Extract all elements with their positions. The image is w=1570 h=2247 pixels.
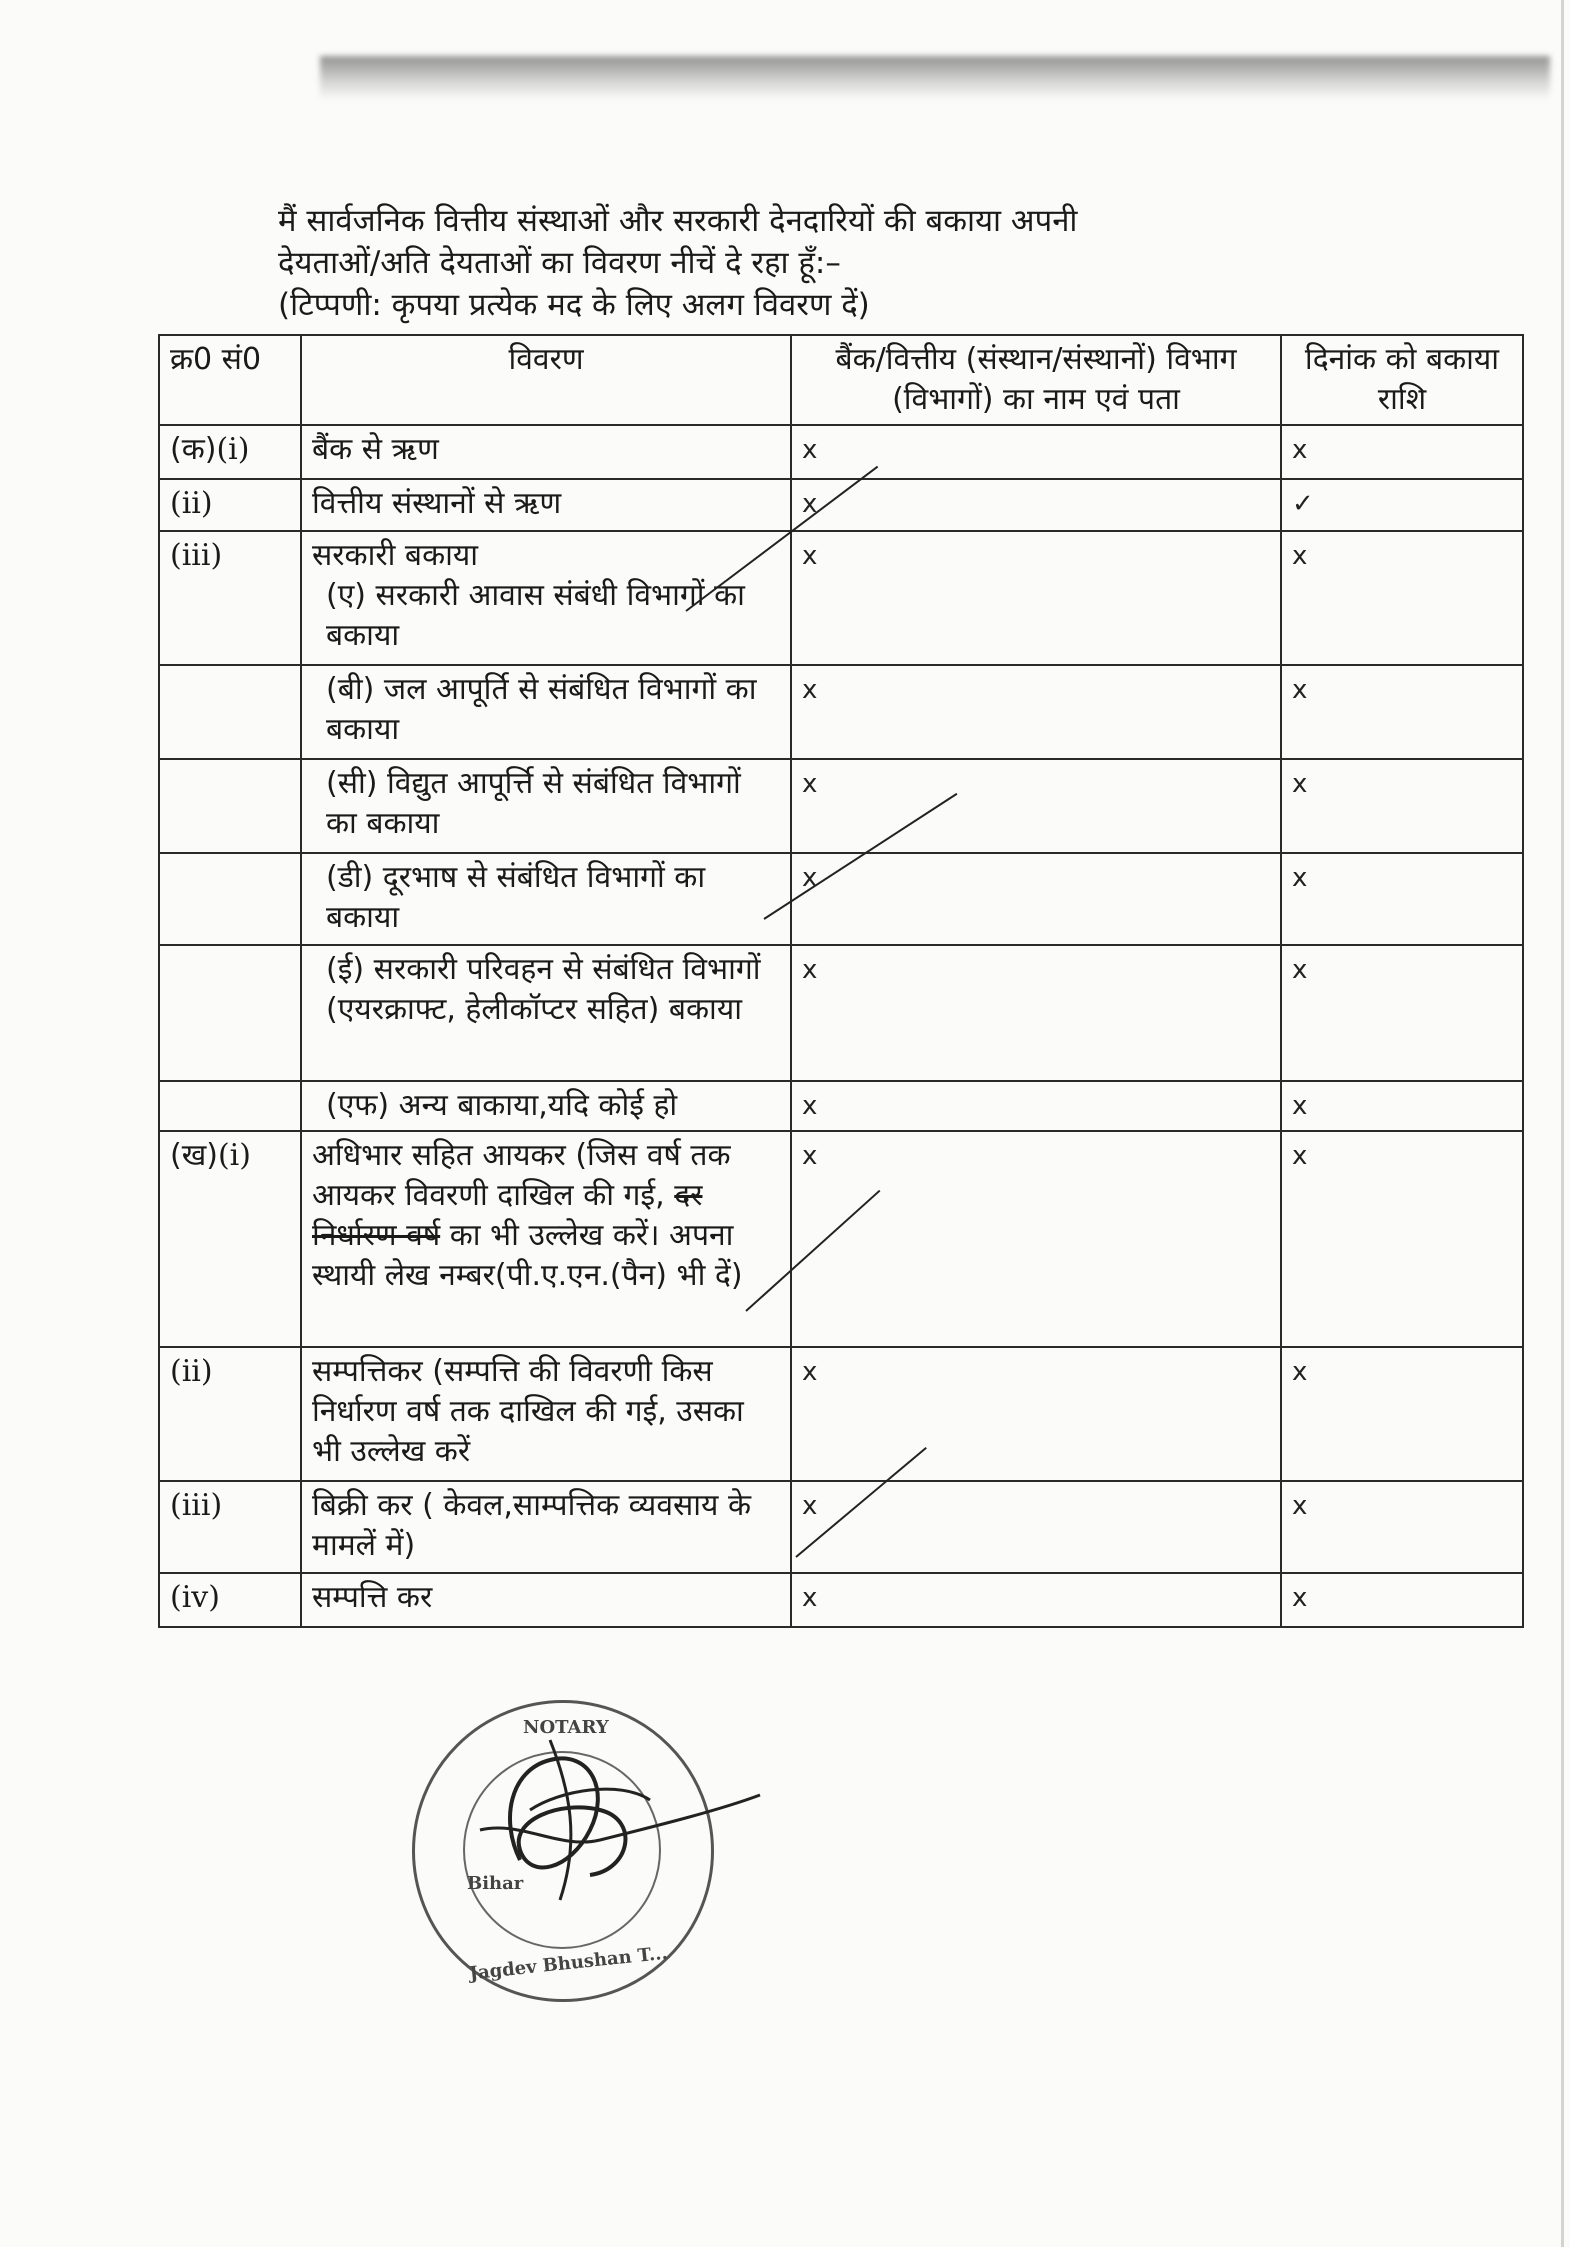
row-description: (ई) सरकारी परिवहन से संबंधित विभागों (एयरक्राफ्ट, हेलीकॉप्टर सहित) बकाया <box>301 945 791 1081</box>
row-description: सम्पत्ति कर <box>301 1573 791 1627</box>
row-section: (ख) <box>170 1138 218 1173</box>
row-bank-mark: x <box>791 479 1281 531</box>
row-amount-mark: x <box>1281 531 1523 665</box>
row-bank-mark: x <box>791 759 1281 853</box>
page-edge <box>1561 0 1564 2247</box>
table-row <box>159 479 1523 531</box>
row-amount-mark: x <box>1281 1481 1523 1573</box>
row-description-detail: (ए) सरकारी आवास संबंधी विभागों का बकाया <box>326 578 745 653</box>
row-description-part: का भी उल्लेख करें। अपना स्थायी लेख नम्बर(पी.ए.एन.(पैन) भी दें) <box>312 1218 743 1293</box>
table-row <box>159 945 1523 1081</box>
header-outstanding-amount: दिनांक को बकाया राशि <box>1281 335 1523 425</box>
row-description: बिक्री कर ( केवल,साम्पत्तिक व्यवसाय के मामलें में) <box>301 1481 791 1573</box>
table-header-row <box>159 335 1523 425</box>
row-section: (क) <box>170 432 217 467</box>
intro-note: (टिप्पणी: कृपया प्रत्येक मद के लिए अलग विवरण दें) <box>278 287 870 323</box>
row-bank-mark: x <box>791 665 1281 759</box>
header-serial: क्र0 सं0 <box>159 335 301 425</box>
row-description: बैंक से ऋण <box>301 425 791 479</box>
row-bank-mark: x <box>791 1347 1281 1481</box>
row-bank-mark: x <box>791 531 1281 665</box>
row-amount-mark: x <box>1281 1347 1523 1481</box>
row-bank-mark: x <box>791 1081 1281 1131</box>
table-row <box>159 531 1523 665</box>
row-number: (ii) <box>159 479 301 531</box>
scan-shadow <box>320 56 1550 100</box>
row-description: सम्पत्तिकर (सम्पत्ति की विवरणी किस निर्धारण वर्ष तक दाखिल की गई, उसका भी उल्लेख करें <box>301 1347 791 1481</box>
row-amount-mark: x <box>1281 853 1523 945</box>
row-bank-mark: x <box>791 945 1281 1081</box>
row-description: (सी) विद्युत आपूर्त्ति से संबंधित विभागों का बकाया <box>301 759 791 853</box>
row-description: वित्तीय संस्थानों से ऋण <box>301 479 791 531</box>
table-row <box>159 665 1523 759</box>
row-number <box>159 945 301 1081</box>
stamp-bottom-text: Jagdev Bhushan T... <box>468 1942 669 1985</box>
row-number <box>159 425 301 479</box>
intro-line-1: मैं सार्वजनिक वित्तीय संस्थाओं और सरकारी देनदारियों की बकाया अपनी <box>278 203 1078 239</box>
table-row <box>159 1573 1523 1627</box>
row-amount-mark: x <box>1281 425 1523 479</box>
row-bank-mark: x <box>791 425 1281 479</box>
row-description: (बी) जल आपूर्ति से संबंधित विभागों का बकाया <box>301 665 791 759</box>
table-row <box>159 1347 1523 1481</box>
table-row <box>159 759 1523 853</box>
row-amount-mark: x <box>1281 759 1523 853</box>
row-amount-mark: x <box>1281 1573 1523 1627</box>
table-row <box>159 1131 1523 1347</box>
row-bank-mark: x <box>791 1573 1281 1627</box>
row-number: (iii) <box>159 531 301 665</box>
row-number: (ii) <box>159 1347 301 1481</box>
row-bank-mark: x <box>791 1131 1281 1347</box>
row-amount-mark: x <box>1281 665 1523 759</box>
row-amount-mark: x <box>1281 945 1523 1081</box>
row-number <box>159 665 301 759</box>
row-number: (iv) <box>159 1573 301 1627</box>
row-number <box>159 1131 301 1347</box>
row-bank-mark: x <box>791 853 1281 945</box>
row-amount-mark: ✓ <box>1281 479 1523 531</box>
table-row <box>159 1081 1523 1131</box>
table-row <box>159 425 1523 479</box>
row-description-struck: दर निर्धारण वर्ष <box>312 1178 703 1253</box>
header-bank-name-address: बैंक/वित्तीय (संस्थान/संस्थानों) विभाग (विभागों) का नाम एवं पता <box>791 335 1281 425</box>
liabilities-table <box>158 334 1524 1628</box>
row-description-heading: सरकारी बकाया <box>312 538 479 573</box>
intro-paragraph <box>278 200 1338 326</box>
row-description: (एफ) अन्य बाकाया,यदि कोई हो <box>301 1081 791 1131</box>
row-number <box>159 853 301 945</box>
row-number: (iii) <box>159 1481 301 1573</box>
row-description <box>301 531 791 665</box>
stamp-left-text: Bihar <box>467 1873 524 1894</box>
table-row <box>159 1481 1523 1573</box>
row-description <box>301 1131 791 1347</box>
row-subnumber: (i) <box>217 1138 251 1173</box>
row-number <box>159 759 301 853</box>
stamp-top-text: NOTARY <box>523 1717 609 1738</box>
row-description-part: अधिभार सहित आयकर (जिस वर्ष तक आयकर विवरणी दाखिल की गई, <box>312 1138 731 1213</box>
notary-signature <box>440 1700 780 1960</box>
row-description: (डी) दूरभाष से संबंधित विभागों का बकाया <box>301 853 791 945</box>
header-description: विवरण <box>301 335 791 425</box>
row-number <box>159 1081 301 1131</box>
intro-line-2: देयताओं/अति देयताओं का विवरण नीचें दे रहा हूँ:– <box>278 245 841 281</box>
row-subnumber: (i) <box>216 432 250 467</box>
row-bank-mark: x <box>791 1481 1281 1573</box>
row-amount-mark: x <box>1281 1081 1523 1131</box>
row-amount-mark: x <box>1281 1131 1523 1347</box>
